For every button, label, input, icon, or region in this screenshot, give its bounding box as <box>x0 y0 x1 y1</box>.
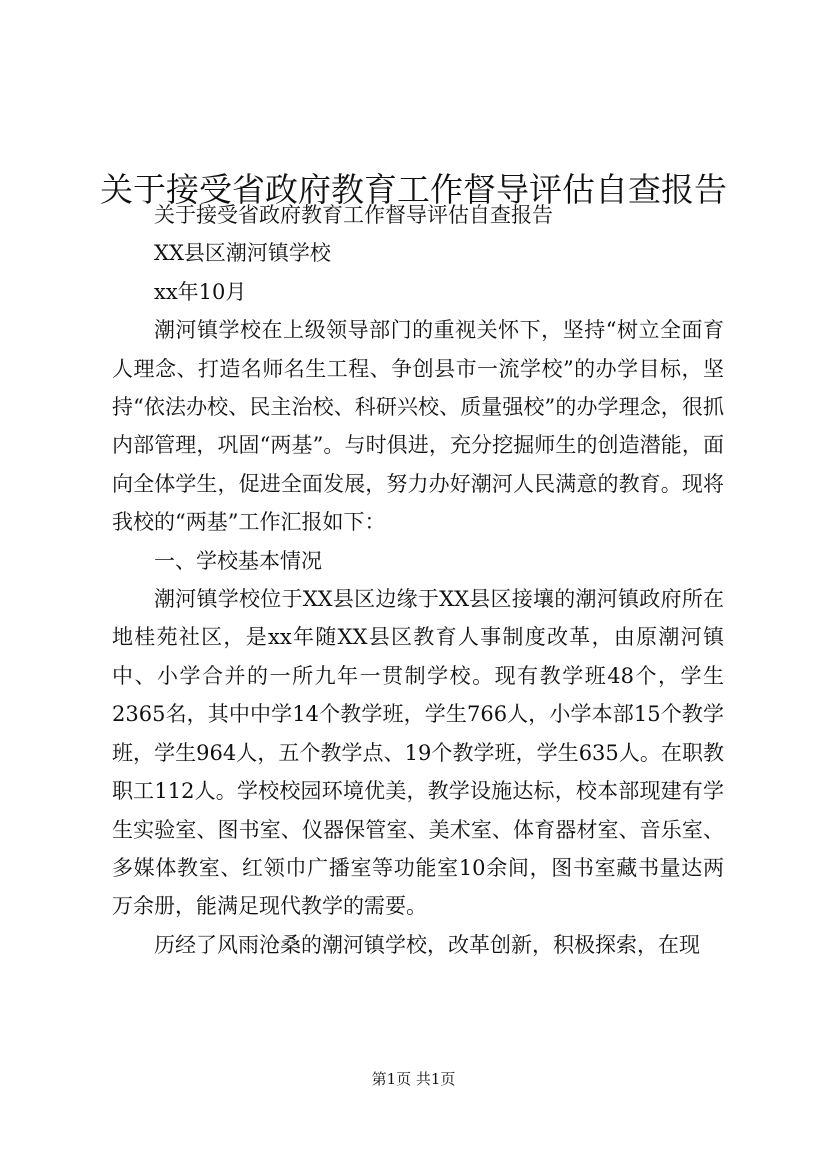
section-heading: 一、学校基本情况 <box>154 548 322 573</box>
document-title: 关于接受省政府教育工作督导评估自查报告 <box>100 170 727 210</box>
page-footer: 第1页 共1页 <box>371 1070 456 1088</box>
body-paragraph: 潮河镇学校在上级领导部门的重视关怀下，坚持“树立全面育人理念、打造名师名生工程、争创县市一流学校”的办学目标，坚持“依法办校、民主治校、科研兴校、质量强校”的办学理念，很抓内部管理，巩固“两基”。与时俱进，充分挖掘师生的创造潜能，面向全体学生，促进全面发展，努力办好潮河人民满意的教育。现将我校的“两基”工作汇报如下： <box>112 318 724 535</box>
body-paragraph: 潮河镇学校位于XX县区边缘于XX县区接壤的潮河镇政府所在地桂苑社区，是xx年随XX县区教育人事制度改革，由原潮河镇中、小学合并的一所九年一贯制学校。现有教学班48个，学生2365名，其中中学14个教学班，学生766人，小学本部15个教学班，学生964人，五个教学点、19个教学班，学生635人。在职教职工112人。学校校园环境优美，教学设施达标，校本部现建有学生实验室、图书室、仪器保管室、美术室、体育器材室、音乐室、多媒体教室、红领巾广播室等功能室10余间，图书室藏书量达两万余册，能满足现代教学的需要。 <box>112 587 724 919</box>
body-paragraph: 历经了风雨沧桑的潮河镇学校，改革创新，积极探索，在现 <box>154 932 700 957</box>
document-body <box>112 196 724 964</box>
school-name: XX县区潮河镇学校 <box>154 241 331 266</box>
report-subtitle: 关于接受省政府教育工作督导评估自查报告 <box>154 203 553 227</box>
report-date: xx年10月 <box>154 279 247 304</box>
